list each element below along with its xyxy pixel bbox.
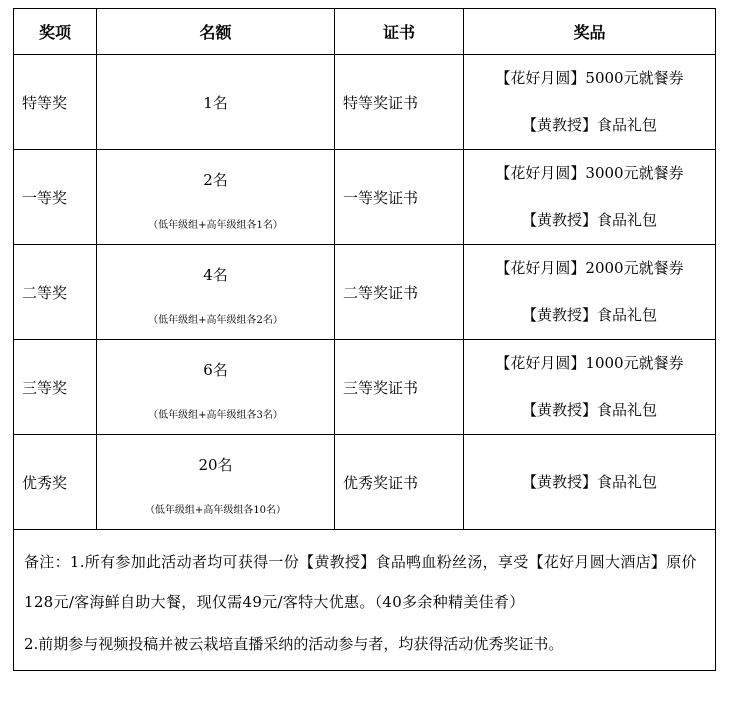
prize-item: 【黄教授】食品礼包 [521,472,657,491]
table-row [14,435,716,530]
award-document [13,8,716,671]
table-row [14,55,716,150]
prize-item: 【花好月圆】1000元就餐券 [495,354,684,372]
quota-count: 6名 [203,361,228,379]
award-name: 优秀奖 [14,435,97,530]
award-name: 一等奖 [14,150,97,245]
notes-cell [14,530,716,671]
header-quota: 名额 [97,9,335,55]
prize-item: 【花好月圆】5000元就餐券 [495,69,684,87]
quota-note: （低年级组+高年级组各1名） [148,220,283,231]
award-table [13,8,716,671]
prize-item: 【花好月圆】3000元就餐券 [495,164,684,182]
note-line-2: 2.前期参与视频投稿并被云栽培直播采纳的活动参与者，均获得活动优秀奖证书。 [24,635,564,653]
certificate-name: 特等奖证书 [335,55,464,150]
award-name: 特等奖 [14,55,97,150]
table-row [14,245,716,340]
header-prize: 奖品 [464,9,716,55]
quota-note: （低年级组+高年级组各10名） [144,505,287,516]
prize-item: 【花好月圆】2000元就餐券 [495,259,684,277]
prize-item: 【黄教授】食品礼包 [521,211,657,229]
certificate-name: 优秀奖证书 [335,435,464,530]
quota-cell [97,435,335,530]
quota-cell [97,245,335,340]
prize-item: 【黄教授】食品礼包 [521,401,657,419]
table-row [14,340,716,435]
certificate-name: 二等奖证书 [335,245,464,340]
prize-cell [464,245,716,340]
prize-cell [464,55,716,150]
prize-cell [464,435,716,530]
certificate-name: 一等奖证书 [335,150,464,245]
header-certificate: 证书 [335,9,464,55]
note-line-1: 备注：1.所有参加此活动者均可获得一份【黄教授】食品鸭血粉丝汤，享受【花好月圆大酒店】原价128元/客海鲜自助大餐，现仅需49元/客特大优惠。（40多余种精美佳肴） [24,553,697,611]
award-name: 三等奖 [14,340,97,435]
quota-note: （低年级组+高年级组各3名） [148,410,283,421]
quota-note: （低年级组+高年级组各2名） [148,315,283,326]
prize-item: 【黄教授】食品礼包 [521,116,657,134]
quota-cell [97,150,335,245]
notes-row [14,530,716,671]
table-row [14,150,716,245]
prize-item: 【黄教授】食品礼包 [521,306,657,324]
quota-cell [97,340,335,435]
quota-count: 20名 [198,456,233,474]
prize-cell [464,150,716,245]
prize-cell [464,340,716,435]
header-award: 奖项 [14,9,97,55]
award-name: 二等奖 [14,245,97,340]
quota-count: 1名 [203,93,228,112]
quota-cell [97,55,335,150]
quota-count: 2名 [203,171,228,189]
table-header-row [14,9,716,55]
certificate-name: 三等奖证书 [335,340,464,435]
quota-count: 4名 [203,266,228,284]
